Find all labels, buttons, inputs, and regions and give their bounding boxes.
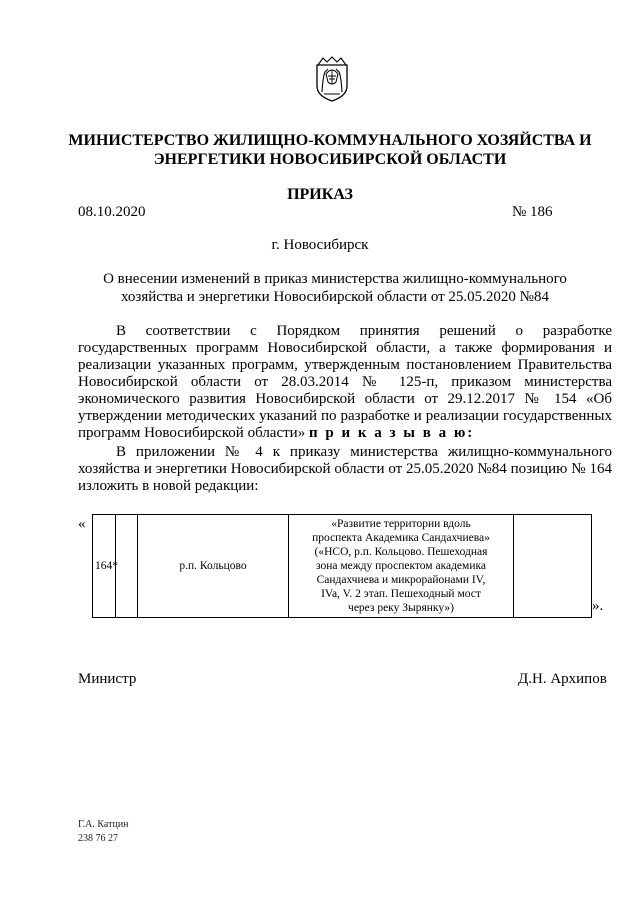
project-name-cell — [289, 515, 514, 618]
coat-of-arms-icon — [314, 56, 350, 102]
project-name-line: проспекта Академика Сандахчиева» — [312, 532, 490, 544]
project-name-line: («НСО, р.п. Кольцово. Пешеходная — [314, 546, 488, 558]
amendment-table — [92, 514, 592, 618]
signatory-title: Министр — [78, 671, 137, 687]
empty-cell — [116, 515, 138, 618]
project-name-line: «Развитие территории вдоль — [331, 518, 471, 530]
paragraph-basis-text: В соответствии с Порядком принятия решений о разработке государственных программ Новосибирской области, а также формирования и реализации указанных программ, утвержденным постановлением Правительства Новосибирской области от 28.03.2014 № 125-п, приказом министерства экономического развития Новосибирской области от 29.12.2017 № 154 «Об утверждении методических указаний по разработке и реализации государственных программ Новосибирской области» — [78, 323, 612, 441]
executor-name: Г.А. Катцин — [78, 819, 129, 830]
order-command: п р и к а з ы в а ю: — [308, 425, 475, 441]
executor-info — [78, 818, 129, 846]
empty-cell — [514, 515, 592, 618]
position-number-cell: 164* — [93, 515, 116, 618]
place-cell: р.п. Кольцово — [138, 515, 289, 618]
executor-phone: 238 76 27 — [78, 833, 118, 844]
project-name-line: через реку Зырянку») — [348, 602, 454, 614]
ministry-name — [60, 131, 600, 169]
order-number: № 186 — [512, 204, 553, 220]
project-name-line: зона между проспектом академика — [316, 560, 486, 572]
order-subject — [90, 270, 580, 306]
project-name-line: Сандахчиева и микрорайонами IV, — [316, 574, 486, 586]
ministry-name-line1: МИНИСТЕРСТВО ЖИЛИЩНО-КОММУНАЛЬНОГО ХОЗЯЙСТВА И — [68, 132, 592, 149]
paragraph-basis — [78, 323, 612, 442]
city: г. Новосибирск — [271, 237, 369, 253]
quote-close: ». — [592, 598, 604, 614]
quote-open: « — [78, 516, 86, 532]
document-type: ПРИКАЗ — [287, 186, 353, 203]
subject-line2: хозяйства и энергетики Новосибирской области от 25.05.2020 №84 — [121, 289, 549, 305]
signatory-name: Д.Н. Архипов — [518, 671, 607, 687]
order-date: 08.10.2020 — [78, 204, 146, 220]
ministry-name-line2: ЭНЕРГЕТИКИ НОВОСИБИРСКОЙ ОБЛАСТИ — [153, 151, 507, 168]
paragraph-amendment: В приложении № 4 к приказу министерства жилищно-коммунального хозяйства и энергетики Новосибирской области от 25.05.2020 №84 позицию № 164 изложить в новой редакции: — [78, 444, 612, 494]
table-row — [93, 515, 592, 618]
project-name-line: IVa, V. 2 этап. Пешеходный мост — [321, 588, 481, 600]
subject-line1: О внесении изменений в приказ министерства жилищно-коммунального — [103, 271, 567, 287]
